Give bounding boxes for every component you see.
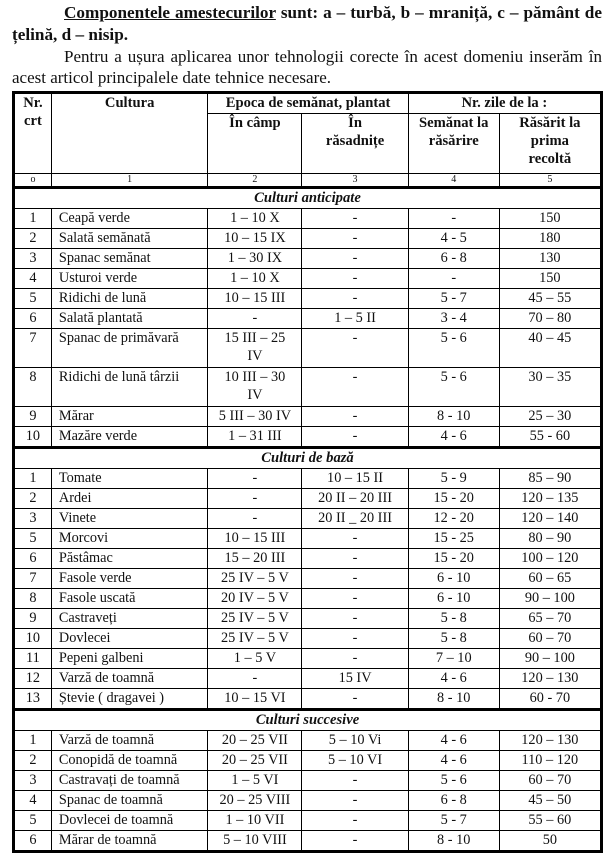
days-emergence-to-harvest: 45 – 50 — [499, 791, 601, 811]
seedbed-date: - — [302, 368, 408, 407]
days-sowing-to-emergence: 8 - 10 — [408, 407, 499, 427]
table-body — [14, 188, 602, 852]
days-sowing-to-emergence: 8 - 10 — [408, 689, 499, 710]
crop-name: Fasole uscată — [51, 589, 208, 609]
table-row — [14, 649, 602, 669]
intro-text — [12, 2, 602, 88]
row-number: 2 — [14, 751, 52, 771]
row-number: 3 — [14, 249, 52, 269]
days-sowing-to-emergence: 3 - 4 — [408, 309, 499, 329]
table-row — [14, 831, 602, 852]
field-date: 1 – 31 III — [208, 427, 302, 448]
days-emergence-to-harvest: 80 – 90 — [499, 529, 601, 549]
table-row — [14, 249, 602, 269]
days-emergence-to-harvest: 65 – 70 — [499, 609, 601, 629]
days-emergence-to-harvest: 120 – 130 — [499, 731, 601, 751]
row-number: 1 — [14, 469, 52, 489]
seedbed-date: 20 II – 20 III — [302, 489, 408, 509]
seedbed-date: 5 – 10 Vi — [302, 731, 408, 751]
header-epoca: Epoca de semănat, plantat — [208, 93, 408, 114]
components-list: sunt: a – turbă, b – mraniță, c – pământ de țelină, d – nisip. — [12, 3, 602, 44]
crop-name: Salată plantată — [51, 309, 208, 329]
days-emergence-to-harvest: 60 – 70 — [499, 771, 601, 791]
seedbed-date: - — [302, 791, 408, 811]
crop-name: Mărar — [51, 407, 208, 427]
row-number: 5 — [14, 289, 52, 309]
row-number: 12 — [14, 669, 52, 689]
table-row — [14, 489, 602, 509]
table-row — [14, 629, 602, 649]
section-title: Culturi succesive — [14, 710, 602, 731]
table-row — [14, 689, 602, 710]
days-sowing-to-emergence: 4 - 6 — [408, 427, 499, 448]
days-emergence-to-harvest: 25 – 30 — [499, 407, 601, 427]
seedbed-date: 20 II _ 20 III — [302, 509, 408, 529]
row-number: 10 — [14, 427, 52, 448]
field-date: 25 IV – 5 V — [208, 569, 302, 589]
crop-name: Ceapă verde — [51, 209, 208, 229]
days-sowing-to-emergence: 6 - 10 — [408, 589, 499, 609]
field-date: 10 – 15 III — [208, 529, 302, 549]
table-row — [14, 427, 602, 448]
seedbed-date: - — [302, 269, 408, 289]
section-row — [14, 188, 602, 209]
seedbed-date: - — [302, 427, 408, 448]
crop-name: Ridichi de lună târzii — [51, 368, 208, 407]
seedbed-date: - — [302, 249, 408, 269]
crop-name: Spanac de toamnă — [51, 791, 208, 811]
section-title: Culturi anticipate — [14, 188, 602, 209]
days-sowing-to-emergence: 5 - 7 — [408, 811, 499, 831]
days-sowing-to-emergence: 8 - 10 — [408, 831, 499, 852]
row-number: 2 — [14, 229, 52, 249]
days-sowing-to-emergence: 4 - 6 — [408, 731, 499, 751]
days-emergence-to-harvest: 70 – 80 — [499, 309, 601, 329]
days-emergence-to-harvest: 45 – 55 — [499, 289, 601, 309]
row-number: 7 — [14, 569, 52, 589]
table-row — [14, 289, 602, 309]
row-number: 1 — [14, 209, 52, 229]
days-sowing-to-emergence: 5 - 9 — [408, 469, 499, 489]
table-row — [14, 509, 602, 529]
field-date: 1 – 10 VII — [208, 811, 302, 831]
days-sowing-to-emergence: 5 - 7 — [408, 289, 499, 309]
days-emergence-to-harvest: 150 — [499, 269, 601, 289]
field-date: - — [208, 469, 302, 489]
table-row — [14, 309, 602, 329]
header-in-rasadnite: În răsadnițe — [302, 114, 408, 174]
crop-name: Păstâmac — [51, 549, 208, 569]
crop-name: Varză de toamnă — [51, 669, 208, 689]
days-emergence-to-harvest: 180 — [499, 229, 601, 249]
days-emergence-to-harvest: 40 – 45 — [499, 329, 601, 368]
crop-name: Ardei — [51, 489, 208, 509]
crop-name: Tomate — [51, 469, 208, 489]
table-row — [14, 469, 602, 489]
row-number: 4 — [14, 269, 52, 289]
field-date: 5 – 10 VIII — [208, 831, 302, 852]
crop-name: Spanac semănat — [51, 249, 208, 269]
seedbed-date: - — [302, 649, 408, 669]
table-row — [14, 771, 602, 791]
days-sowing-to-emergence: 15 - 20 — [408, 549, 499, 569]
days-emergence-to-harvest: 150 — [499, 209, 601, 229]
crop-name: Usturoi verde — [51, 269, 208, 289]
crop-name: Varză de toamnă — [51, 731, 208, 751]
seedbed-date: - — [302, 289, 408, 309]
table-row — [14, 209, 602, 229]
table-row — [14, 269, 602, 289]
intro-paragraph-purpose: Pentru a ușura aplicarea unor tehnologii corecte în acest domeniu inserăm în acest articol principalele date tehnice necesare. — [12, 47, 602, 87]
days-sowing-to-emergence: 5 - 6 — [408, 329, 499, 368]
field-date: - — [208, 669, 302, 689]
seedbed-date: - — [302, 209, 408, 229]
field-date: 5 III – 30 IV — [208, 407, 302, 427]
field-date: 1 – 10 X — [208, 269, 302, 289]
crop-name: Spanac de primăvară — [51, 329, 208, 368]
crop-name: Salată semănată — [51, 229, 208, 249]
days-sowing-to-emergence: 5 - 6 — [408, 368, 499, 407]
seedbed-date: - — [302, 529, 408, 549]
field-date: 15 – 20 III — [208, 549, 302, 569]
column-number: 3 — [302, 174, 408, 188]
row-number: 7 — [14, 329, 52, 368]
crop-name: Ștevie ( dragavei ) — [51, 689, 208, 710]
days-sowing-to-emergence: 4 - 6 — [408, 669, 499, 689]
days-sowing-to-emergence: 4 - 6 — [408, 751, 499, 771]
days-emergence-to-harvest: 90 – 100 — [499, 589, 601, 609]
seedbed-date: - — [302, 609, 408, 629]
crop-name: Ridichi de lună — [51, 289, 208, 309]
table-row — [14, 368, 602, 407]
days-emergence-to-harvest: 120 – 130 — [499, 669, 601, 689]
crop-name: Pepeni galbeni — [51, 649, 208, 669]
components-heading: Componentele amestecurilor — [64, 3, 276, 22]
row-number: 6 — [14, 549, 52, 569]
seedbed-date: 15 IV — [302, 669, 408, 689]
seedbed-date: 1 – 5 II — [302, 309, 408, 329]
days-sowing-to-emergence: 5 - 8 — [408, 609, 499, 629]
days-sowing-to-emergence: 6 - 8 — [408, 249, 499, 269]
table-row — [14, 329, 602, 368]
days-emergence-to-harvest: 100 – 120 — [499, 549, 601, 569]
table-row — [14, 549, 602, 569]
table-row — [14, 669, 602, 689]
row-number: 9 — [14, 407, 52, 427]
days-emergence-to-harvest: 85 – 90 — [499, 469, 601, 489]
days-sowing-to-emergence: 6 - 10 — [408, 569, 499, 589]
field-date: 10 – 15 VI — [208, 689, 302, 710]
table-row — [14, 751, 602, 771]
seedbed-date: - — [302, 549, 408, 569]
row-number: 2 — [14, 489, 52, 509]
table-row — [14, 407, 602, 427]
crop-name: Mărar de toamnă — [51, 831, 208, 852]
days-sowing-to-emergence: 15 - 25 — [408, 529, 499, 549]
header-semanat: Semănat la răsărire — [408, 114, 499, 174]
row-number: 9 — [14, 609, 52, 629]
crop-data-table — [12, 91, 603, 853]
days-sowing-to-emergence: 5 - 6 — [408, 771, 499, 791]
table-row — [14, 731, 602, 751]
row-number: 6 — [14, 831, 52, 852]
row-number: 8 — [14, 368, 52, 407]
days-sowing-to-emergence: 4 - 5 — [408, 229, 499, 249]
seedbed-date: 5 – 10 VI — [302, 751, 408, 771]
seedbed-date: - — [302, 589, 408, 609]
days-emergence-to-harvest: 120 – 140 — [499, 509, 601, 529]
days-emergence-to-harvest: 50 — [499, 831, 601, 852]
row-number: 3 — [14, 771, 52, 791]
days-emergence-to-harvest: 130 — [499, 249, 601, 269]
field-date: - — [208, 489, 302, 509]
days-emergence-to-harvest: 110 – 120 — [499, 751, 601, 771]
days-emergence-to-harvest: 90 – 100 — [499, 649, 601, 669]
crop-name: Castraveți — [51, 609, 208, 629]
seedbed-date: - — [302, 569, 408, 589]
table-row — [14, 609, 602, 629]
section-row — [14, 710, 602, 731]
days-emergence-to-harvest: 55 - 60 — [499, 427, 601, 448]
header-in-camp: În câmp — [208, 114, 302, 174]
row-number: 5 — [14, 811, 52, 831]
column-number: 1 — [51, 174, 208, 188]
section-row — [14, 448, 602, 469]
field-date: - — [208, 309, 302, 329]
row-number: 1 — [14, 731, 52, 751]
seedbed-date: 10 – 15 II — [302, 469, 408, 489]
row-number: 11 — [14, 649, 52, 669]
crop-name: Mazăre verde — [51, 427, 208, 448]
header-nr-crt: Nr. crt — [14, 93, 52, 174]
seedbed-date: - — [302, 229, 408, 249]
field-date: 20 – 25 VII — [208, 731, 302, 751]
field-date: 1 – 30 IX — [208, 249, 302, 269]
field-date: 25 IV – 5 V — [208, 629, 302, 649]
intro-paragraph-components — [12, 2, 602, 46]
days-emergence-to-harvest: 120 – 135 — [499, 489, 601, 509]
table-row — [14, 529, 602, 549]
crop-name: Conopidă de toamnă — [51, 751, 208, 771]
column-number-row — [14, 174, 602, 188]
field-date: 15 III – 25 IV — [208, 329, 302, 368]
field-date: 10 III – 30 IV — [208, 368, 302, 407]
crop-name: Vinete — [51, 509, 208, 529]
days-sowing-to-emergence: 7 – 10 — [408, 649, 499, 669]
row-number: 3 — [14, 509, 52, 529]
row-number: 4 — [14, 791, 52, 811]
row-number: 8 — [14, 589, 52, 609]
crop-name: Dovlecei — [51, 629, 208, 649]
table-row — [14, 569, 602, 589]
column-number: 5 — [499, 174, 601, 188]
column-number: o — [14, 174, 52, 188]
seedbed-date: - — [302, 689, 408, 710]
row-number: 10 — [14, 629, 52, 649]
row-number: 6 — [14, 309, 52, 329]
seedbed-date: - — [302, 811, 408, 831]
days-emergence-to-harvest: 60 – 65 — [499, 569, 601, 589]
header-cultura: Cultura — [51, 93, 208, 174]
header-rasarit: Răsărit la prima recoltă — [499, 114, 601, 174]
table-row — [14, 791, 602, 811]
days-emergence-to-harvest: 55 – 60 — [499, 811, 601, 831]
field-date: 10 – 15 IX — [208, 229, 302, 249]
column-number: 4 — [408, 174, 499, 188]
field-date: 20 – 25 VIII — [208, 791, 302, 811]
days-sowing-to-emergence: - — [408, 269, 499, 289]
row-number: 13 — [14, 689, 52, 710]
seedbed-date: - — [302, 629, 408, 649]
days-emergence-to-harvest: 30 – 35 — [499, 368, 601, 407]
days-sowing-to-emergence: 12 - 20 — [408, 509, 499, 529]
row-number: 5 — [14, 529, 52, 549]
seedbed-date: - — [302, 407, 408, 427]
days-sowing-to-emergence: - — [408, 209, 499, 229]
field-date: 10 – 15 III — [208, 289, 302, 309]
field-date: 1 – 10 X — [208, 209, 302, 229]
field-date: 20 – 25 VII — [208, 751, 302, 771]
field-date: 25 IV – 5 V — [208, 609, 302, 629]
field-date: 20 IV – 5 V — [208, 589, 302, 609]
crop-name: Fasole verde — [51, 569, 208, 589]
seedbed-date: - — [302, 771, 408, 791]
crop-name: Dovlecei de toamnă — [51, 811, 208, 831]
table-row — [14, 589, 602, 609]
table-row — [14, 811, 602, 831]
header-nr-zile: Nr. zile de la : — [408, 93, 601, 114]
seedbed-date: - — [302, 831, 408, 852]
days-sowing-to-emergence: 5 - 8 — [408, 629, 499, 649]
days-emergence-to-harvest: 60 - 70 — [499, 689, 601, 710]
crop-name: Morcovi — [51, 529, 208, 549]
section-title: Culturi de bază — [14, 448, 602, 469]
column-number: 2 — [208, 174, 302, 188]
seedbed-date: - — [302, 329, 408, 368]
table-row — [14, 229, 602, 249]
days-sowing-to-emergence: 6 - 8 — [408, 791, 499, 811]
days-sowing-to-emergence: 15 - 20 — [408, 489, 499, 509]
field-date: 1 – 5 V — [208, 649, 302, 669]
crop-name: Castravați de toamnă — [51, 771, 208, 791]
field-date: 1 – 5 VI — [208, 771, 302, 791]
field-date: - — [208, 509, 302, 529]
days-emergence-to-harvest: 60 – 70 — [499, 629, 601, 649]
